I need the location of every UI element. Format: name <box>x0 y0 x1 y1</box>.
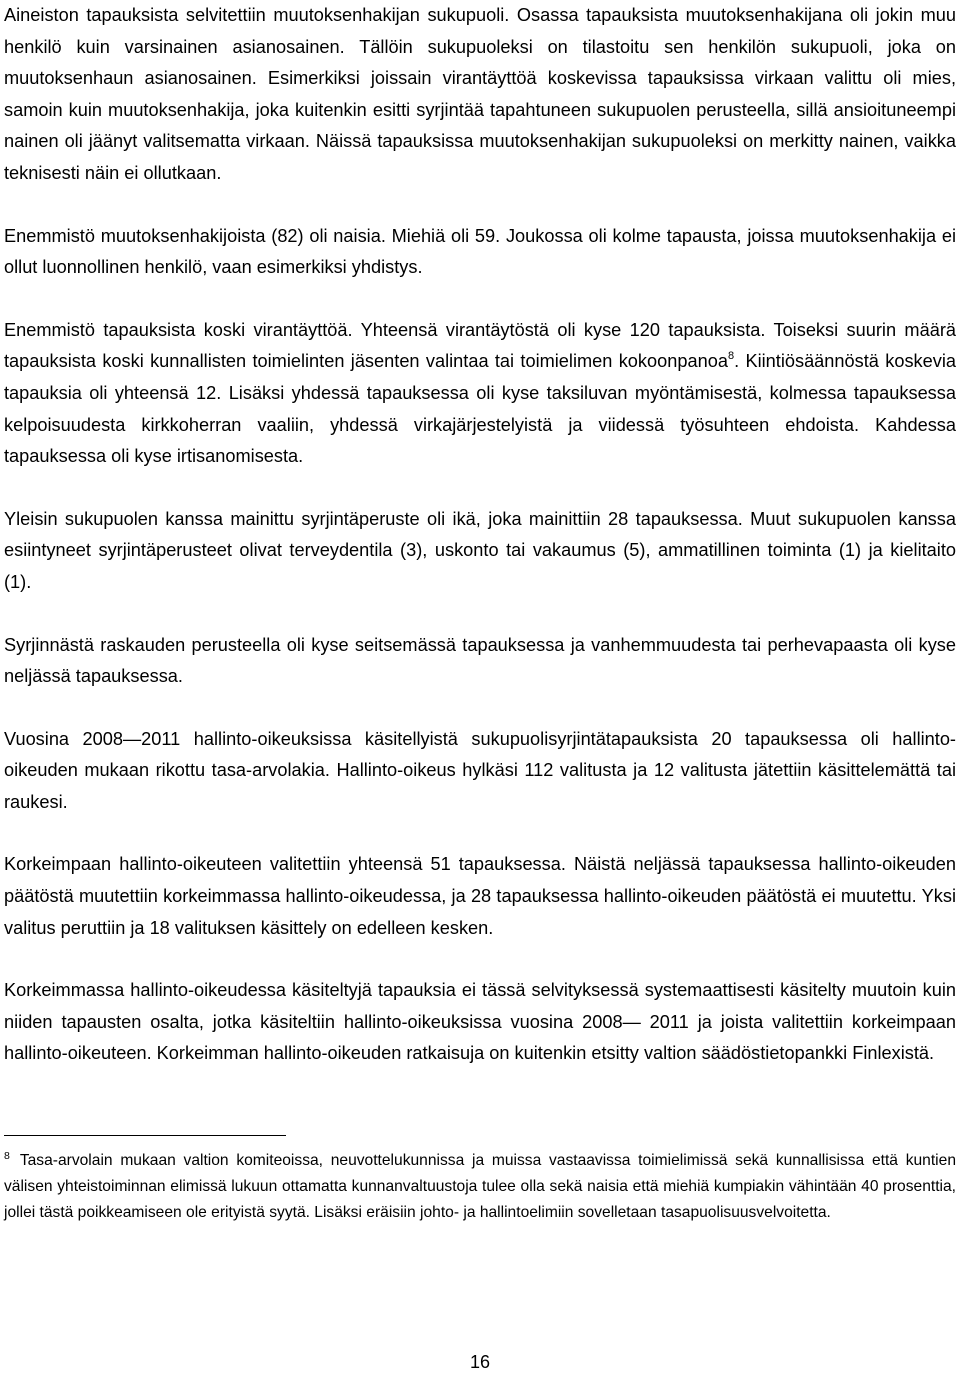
footnote-reference: 8 <box>727 350 735 363</box>
paragraph-appellant-counts: Enemmistö muutoksenhakijoista (82) oli naisia. Miehiä oli 59. Joukossa oli kolme tapausta, joissa muutoksenhakija ei ollut luonnollinen henkilö, vaan esimerkiksi yhdistys. <box>4 225 956 278</box>
paragraph-supreme-admin-court-cases: Korkeimmassa hallinto-oikeudessa käsiteltyjä tapauksia ei tässä selvityksessä systemaattisesti käsitelty muutoin kuin niiden tapausten osalta, jotka käsiteltiin hallinto-oikeuksissa vuosina 2008— 2011 ja joista valitettiin korkeimpaan hallinto-oikeuteen. Korkeimman hallinto-oikeuden ratkaisuja on kuitenkin etsitty valtion säädöstietopankki Finlexistä. <box>4 980 956 1064</box>
paragraph-supreme-admin-court-appeals: Korkeimpaan hallinto-oikeuteen valitettiin yhteensä 51 tapauksessa. Näistä neljässä tapauksessa hallinto-oikeuden päätöstä muutettiin korkeimmassa hallinto-oikeudessa, ja 28 tapauksessa hallinto-oikeuden päätöstä ei muutettu. Yksi valitus peruttiin ja 18 valituksen käsittely on edelleen kesken. <box>4 854 956 938</box>
paragraph-discrimination-grounds: Yleisin sukupuolen kanssa mainittu syrjintäperuste oli ikä, joka mainittiin 28 tapauksessa. Muut sukupuolen kanssa esiintyneet syrjintäperusteet olivat terveydentila (3), uskonto tai vakaumus (5), ammatillinen toiminta (1) ja kielitaito (1). <box>4 508 956 592</box>
page-body <box>4 0 956 1070</box>
footnote <box>4 1148 956 1225</box>
page-number: 16 <box>469 1352 491 1372</box>
case-types-text-after: . Kiintiösäännöstä koskevia tapauksia oli yhteensä 12. Lisäksi yhdessä tapauksessa oli kyse taksiluvan myöntämisestä, kolmessa tapauksessa kelpoisuudesta kirkkoherran vaaliin, yhdessä virkajärjestelyistä ja viidessä työsuhteen ehdoista. Kahdessa tapauksessa oli kyse irtisanomisesta. <box>4 351 956 467</box>
footnote-separator <box>4 1135 286 1136</box>
footnote-text: Tasa-arvolain mukaan valtion komiteoissa, neuvottelukunnissa ja muissa vastaavissa toimielimissä sekä kunnallisissa että kuntien välisen yhteistoiminnan elimissä lukuun ottamatta kunnanvaltuustoja tulee olla sekä naisia että miehiä kumpiakin vähintään 40 prosenttia, jollei tästä poikkeamiseen ole erityistä syytä. Lisäksi eräisiin johto- ja hallintoelimiin sovelletaan tasapuolisuusvelvoitetta. <box>4 1152 956 1221</box>
footnote-number: 8 <box>4 1150 10 1162</box>
paragraph-admin-court-outcomes: Vuosina 2008—2011 hallinto-oikeuksissa käsitellyistä sukupuolisyrjintätapauksista 20 tapauksessa oli hallinto-oikeuden mukaan rikottu tasa-arvolakia. Hallinto-oikeus hylkäsi 112 valitusta ja 12 valitusta jätettiin käsittelemättä tai raukesi. <box>4 728 956 812</box>
paragraph-case-types <box>4 315 956 473</box>
paragraph-pregnancy-parenthood: Syrjinnästä raskauden perusteella oli kyse seitsemässä tapauksessa ja vanhemmuudesta tai perhevapaasta oli kyse neljässä tapauksessa. <box>4 634 956 687</box>
case-types-text-before: Enemmistö tapauksista koski virantäyttöä. Yhteensä virantäytöstä oli kyse 120 tapauksista. Toiseksi suurin määrä tapauksista koski kunnallisten toimielinten jäsenten valintaa tai toimielimen kokoonpanoa <box>4 319 956 372</box>
paragraph-respondent-gender: Aineiston tapauksista selvitettiin muutoksenhakijan sukupuoli. Osassa tapauksista muutoksenhakijana oli jokin muu henkilö kuin varsinainen asianosainen. Tällöin sukupuoleksi on tilastoitu sen henkilön sukupuoli, joka on muutoksenhaun asianosainen. Esimerkiksi joissain virantäyttöä koskevissa tapauksissa virkaan valittu oli mies, samoin kuin muutoksenhakija, joka kuitenkin esitti syrjintää tapahtuneen sukupuolen perusteella, sillä ansioituneempi nainen oli jäänyt valitsematta virkaan. Näissä tapauksissa muutoksenhakijan sukupuoleksi on merkitty nainen, vaikka teknisesti näin ei ollutkaan. <box>4 5 956 183</box>
